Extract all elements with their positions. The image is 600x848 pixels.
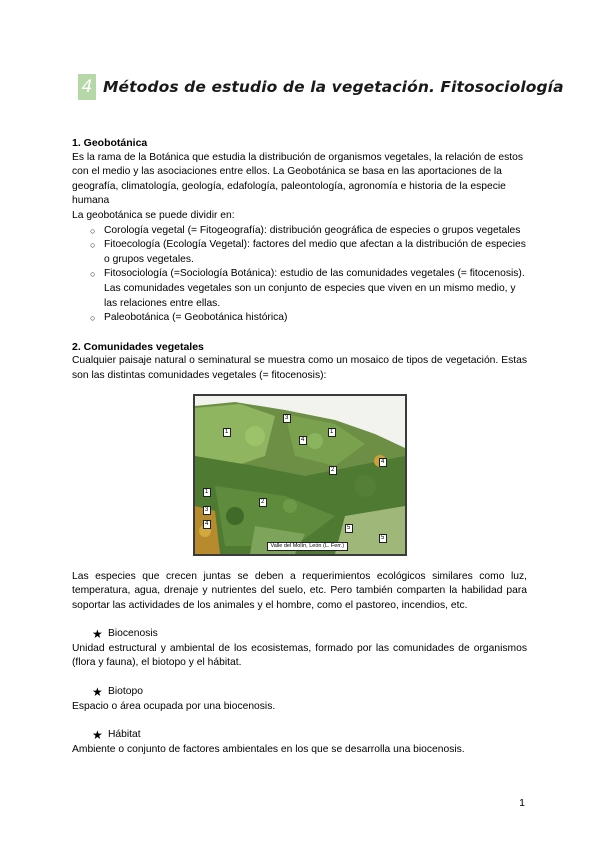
concept-definition: Espacio o área ocupada por una biocenosis. [72, 700, 276, 712]
list-item-text: Fitosociología (=Sociología Botánica): estudio de las comunidades vegetales (= fitocenosis). Las comunidades vegetales son un conjunto de especies que viven en un mismo medio, y las relaciones entre ellas. [104, 268, 525, 309]
concept-biotopo [72, 685, 527, 714]
photo-label: 1 [203, 488, 211, 497]
comunidades-paragraph: Cualquier paisaje natural o seminatural se muestra como un mosaico de tipos de vegetación. Estas son las distintas comunidades vegetales (= fitocenosis): [72, 355, 527, 381]
hillside-landscape-illustration [195, 396, 405, 554]
after-photo-paragraph: Las especies que crecen juntas se deben a requerimientos ecológicos similares como luz, temperatura, agua, drenaje y nutrientes del suelo, etc. Pero también comparten la habilidad para soportar las actividades de los animales y el hombre, como el pastoreo, incendios, etc. [72, 570, 527, 611]
concept-heading [72, 627, 527, 642]
star-icon: ★ [92, 685, 103, 700]
concept-habitat [72, 728, 527, 757]
photo-label: 3 [283, 414, 291, 423]
chapter-title-text: Métodos de estudio de la vegetación. Fitosociología [103, 78, 564, 96]
main-content [72, 136, 527, 757]
chapter-number-badge: 4 [78, 74, 96, 100]
chapter-title [78, 74, 564, 100]
photo-label: 4 [203, 520, 211, 529]
section-comunidades [72, 340, 527, 614]
geobotanica-paragraph: Es la rama de la Botánica que estudia la distribución de organismos vegetales, la relación de estos con el medio y las asociaciones entre ellos. La Geobotánica se basa en las aportaciones de la geografía, climatología, geología, edafología, paleontología, agronomía e historia de la especie humana [72, 151, 524, 207]
concept-definition: Ambiente o conjunto de factores ambientales en los que se desarrolla una biocenosis. [72, 743, 465, 755]
concept-biocenosis [72, 627, 527, 671]
photo-label: 1 [328, 428, 336, 437]
photo-label: 4 [379, 458, 387, 467]
circle-bullet-icon: ○ [90, 269, 96, 280]
circle-bullet-icon: ○ [90, 240, 96, 251]
vegetation-photo [193, 394, 407, 556]
photo-label: 5 [345, 524, 353, 533]
photo-wrapper [72, 394, 527, 556]
section-heading-geobotanica: 1. Geobotánica [72, 137, 148, 149]
list-item [90, 238, 527, 267]
list-item-text: Fitoecología (Ecología Vegetal): factores del medio que afectan a la distribución de especies o grupos vegetales. [104, 239, 526, 265]
geobotanica-intro: La geobotánica se puede dividir en: [72, 209, 235, 221]
concept-definition: Unidad estructural y ambiental de los ecosistemas, formado por las comunidades de organismos (flora y fauna), el biotopo y el hábitat. [72, 642, 527, 669]
photo-label: 3 [203, 506, 211, 515]
photo-label: 5 [379, 534, 387, 543]
section-heading-comunidades: 2. Comunidades vegetales [72, 340, 204, 353]
list-item-text: Corología vegetal (= Fitogeografía): distribución geográfica de especies o grupos vegetales [104, 224, 521, 236]
circle-bullet-icon: ○ [90, 313, 96, 324]
photo-label: 1 [223, 428, 231, 437]
list-item [90, 311, 527, 326]
photo-label: 2 [329, 466, 337, 475]
concept-heading [72, 685, 527, 700]
concept-heading [72, 728, 527, 743]
concept-term: Biocenosis [108, 628, 158, 640]
geobotanica-list [72, 224, 527, 326]
star-icon: ★ [92, 627, 103, 642]
photo-label: 4 [299, 436, 307, 445]
photo-label: 2 [259, 498, 267, 507]
list-item-text: Paleobotánica (= Geobotánica histórica) [104, 312, 288, 324]
star-icon: ★ [92, 728, 103, 743]
list-item [90, 224, 527, 239]
photo-caption: Valle del Molín, León (L. Ferr.) [267, 542, 349, 551]
concept-term: Hábitat [108, 729, 141, 741]
page-number: 1 [519, 797, 525, 809]
list-item [90, 267, 527, 311]
circle-bullet-icon: ○ [90, 225, 96, 236]
concept-term: Biotopo [108, 686, 143, 698]
